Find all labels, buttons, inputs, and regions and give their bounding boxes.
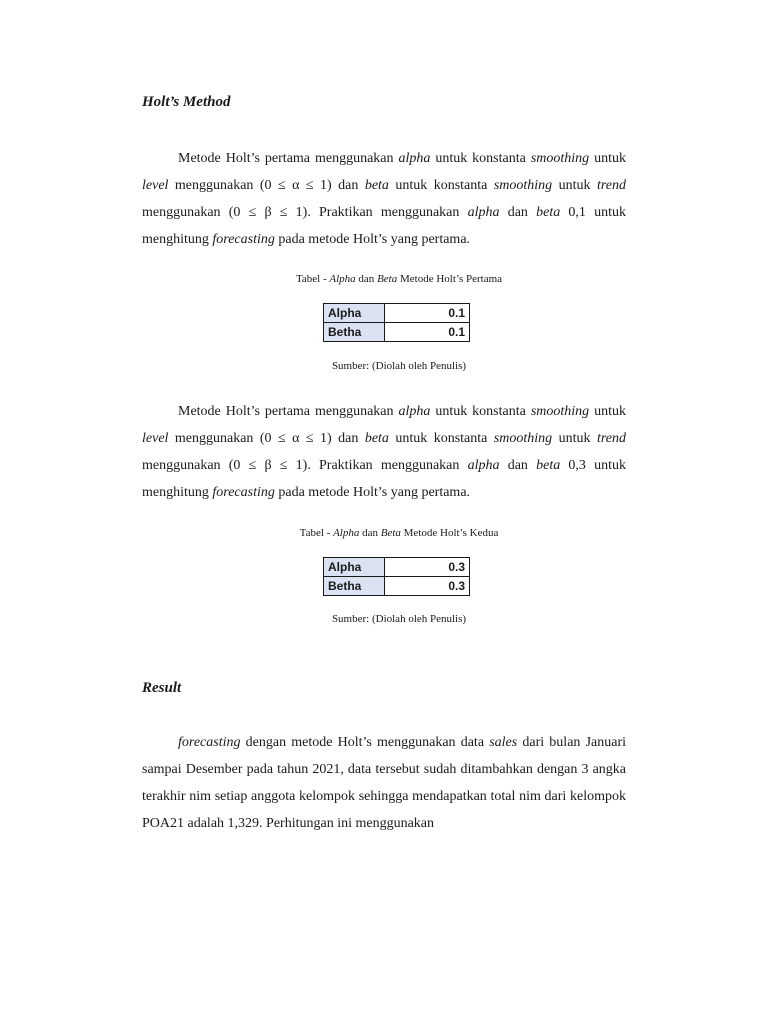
table-cell-label: Betha <box>324 323 385 342</box>
paragraph-holt-second: Metode Holt’s pertama menggunakan alpha untuk konstanta smoothing untuk level menggunakan (0 ≤ α ≤ 1) dan beta untuk konstanta smoothing untuk trend menggunakan (0 ≤ β ≤ 1). Praktikan menggunakan alpha dan beta 0,3 untuk menghitung forecasting pada metode Holt’s yang pertama. <box>142 404 627 500</box>
table-cell-value: 0.3 <box>385 558 470 577</box>
paragraph-holt-first: Metode Holt’s pertama menggunakan alpha untuk konstanta smoothing untuk level menggunakan (0 ≤ α ≤ 1) dan beta untuk konstanta smoothing untuk trend menggunakan (0 ≤ β ≤ 1). Praktikan menggunakan alpha dan beta 0,1 untuk menghitung forecasting pada metode Holt’s yang pertama. <box>142 151 627 247</box>
section-heading-result: Result <box>142 680 182 696</box>
alpha-beta-table-first <box>323 303 470 342</box>
section-heading-holts-method: Holt’s Method <box>142 94 231 110</box>
table-row <box>324 304 470 323</box>
table-row <box>324 323 470 342</box>
table-source-second: Sumber: (Diolah oleh Penulis) <box>331 613 467 625</box>
table-cell-value: 0.3 <box>385 577 470 596</box>
table-cell-label: Alpha <box>324 304 385 323</box>
table-cell-value: 0.1 <box>385 323 470 342</box>
table-cell-label: Betha <box>324 577 385 596</box>
table-row <box>324 577 470 596</box>
table-caption-second: Tabel - Alpha dan Beta Metode Holt’s Kedua <box>299 527 499 539</box>
table-caption-first: Tabel - Alpha dan Beta Metode Holt’s Pertama <box>295 273 503 285</box>
paragraph-result: forecasting dengan metode Holt’s menggunakan data sales dari bulan Januari sampai Desember pada tahun 2021, data tersebut sudah ditambahkan dengan 3 angka terakhir nim setiap anggota kelompok sehingga mendapatkan total nim dari kelompok POA21 adalah 1,329. Perhitungan ini menggunakan <box>142 735 627 831</box>
table-cell-value: 0.1 <box>385 304 470 323</box>
table-cell-label: Alpha <box>324 558 385 577</box>
table-row <box>324 558 470 577</box>
table-source-first: Sumber: (Diolah oleh Penulis) <box>331 360 467 372</box>
alpha-beta-table-second <box>323 557 470 596</box>
